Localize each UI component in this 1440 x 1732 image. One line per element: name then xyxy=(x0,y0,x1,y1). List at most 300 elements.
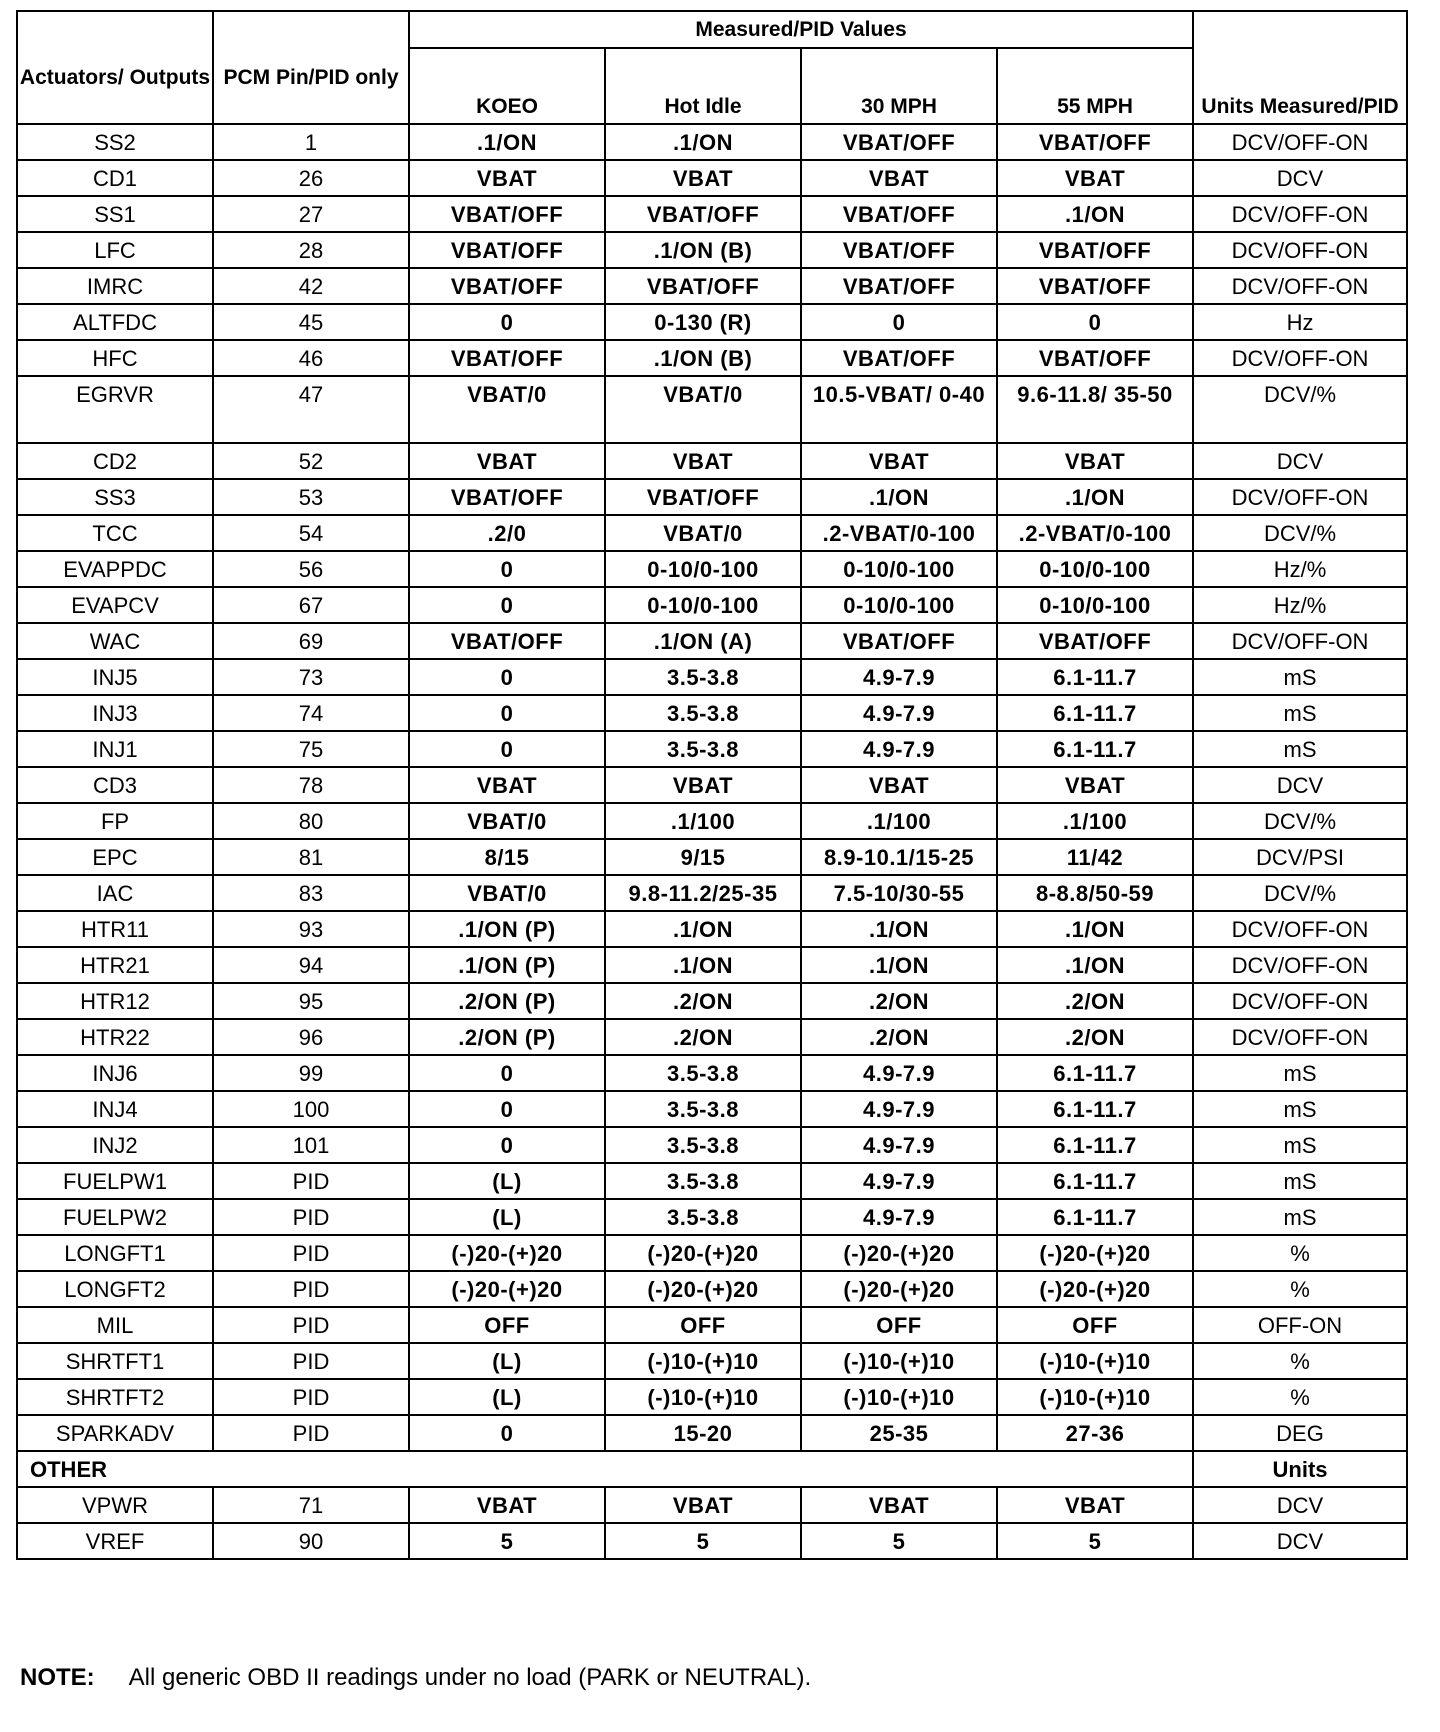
koeo-value: (L) xyxy=(409,1343,605,1379)
mph30-value: VBAT/OFF xyxy=(801,232,997,268)
mph30-value: 8.9-10.1/15-25 xyxy=(801,839,997,875)
table-row xyxy=(17,124,1407,160)
hot-idle-value: (-)10-(+)10 xyxy=(605,1343,801,1379)
mph55-value: VBAT xyxy=(997,1487,1193,1523)
mph55-value: 6.1-11.7 xyxy=(997,1127,1193,1163)
units-value: % xyxy=(1193,1235,1407,1271)
koeo-value: 5 xyxy=(409,1523,605,1559)
header-units: Units Measured/PID xyxy=(1193,11,1407,124)
output-name: MIL xyxy=(17,1307,213,1343)
hot-idle-value: 0-10/0-100 xyxy=(605,587,801,623)
units-value: DCV/OFF-ON xyxy=(1193,947,1407,983)
table-row xyxy=(17,1487,1407,1523)
pcm-pin: 69 xyxy=(213,623,409,659)
note-text: All generic OBD II readings under no load (PARK or NEUTRAL). xyxy=(128,1664,812,1691)
units-value: DCV/OFF-ON xyxy=(1193,268,1407,304)
hot-idle-value: VBAT/OFF xyxy=(605,268,801,304)
pcm-pin: 52 xyxy=(213,443,409,479)
mph30-value: VBAT/OFF xyxy=(801,268,997,304)
table-row xyxy=(17,623,1407,659)
pcm-pin: PID xyxy=(213,1163,409,1199)
hot-idle-value: VBAT/OFF xyxy=(605,196,801,232)
units-value: Hz/% xyxy=(1193,587,1407,623)
pcm-pin: 53 xyxy=(213,479,409,515)
output-name: FUELPW1 xyxy=(17,1163,213,1199)
output-name: SPARKADV xyxy=(17,1415,213,1451)
units-value: DCV/% xyxy=(1193,515,1407,551)
output-name: HTR22 xyxy=(17,1019,213,1055)
header-actuators: Actuators/ Outputs xyxy=(17,11,213,124)
koeo-value: VBAT xyxy=(409,443,605,479)
mph30-value: VBAT xyxy=(801,160,997,196)
koeo-value: VBAT/0 xyxy=(409,875,605,911)
pcm-pin: 28 xyxy=(213,232,409,268)
table-row xyxy=(17,1523,1407,1559)
mph30-value: 4.9-7.9 xyxy=(801,731,997,767)
mph30-value: 4.9-7.9 xyxy=(801,1163,997,1199)
koeo-value: .2/ON (P) xyxy=(409,983,605,1019)
mph30-value: 4.9-7.9 xyxy=(801,1091,997,1127)
hot-idle-value: .2/ON xyxy=(605,983,801,1019)
hot-idle-value: VBAT/0 xyxy=(605,376,801,443)
koeo-value: 8/15 xyxy=(409,839,605,875)
koeo-value: 0 xyxy=(409,695,605,731)
table-row xyxy=(17,1343,1407,1379)
table-row xyxy=(17,1415,1407,1451)
hot-idle-value: 3.5-3.8 xyxy=(605,659,801,695)
units-value: mS xyxy=(1193,659,1407,695)
hot-idle-value: 9.8-11.2/25-35 xyxy=(605,875,801,911)
mph55-value: 6.1-11.7 xyxy=(997,1199,1193,1235)
mph55-value: VBAT/OFF xyxy=(997,623,1193,659)
hot-idle-value: .1/ON (A) xyxy=(605,623,801,659)
units-value: DCV xyxy=(1193,160,1407,196)
hot-idle-value: .1/ON (B) xyxy=(605,340,801,376)
mph55-value: .2/ON xyxy=(997,983,1193,1019)
hot-idle-value: 3.5-3.8 xyxy=(605,1091,801,1127)
mph30-value: .1/ON xyxy=(801,947,997,983)
mph55-value: .2-VBAT/0-100 xyxy=(997,515,1193,551)
output-name: CD2 xyxy=(17,443,213,479)
units-value: mS xyxy=(1193,1091,1407,1127)
other-section xyxy=(17,1451,1407,1487)
mph30-value: VBAT xyxy=(801,1487,997,1523)
hot-idle-value: VBAT xyxy=(605,1487,801,1523)
koeo-value: 0 xyxy=(409,731,605,767)
pcm-pin: PID xyxy=(213,1199,409,1235)
units-value: DCV/% xyxy=(1193,875,1407,911)
pcm-pin: 46 xyxy=(213,340,409,376)
hot-idle-value: .2/ON xyxy=(605,1019,801,1055)
hot-idle-value: 3.5-3.8 xyxy=(605,695,801,731)
mph30-value: VBAT xyxy=(801,443,997,479)
mph30-value: VBAT/OFF xyxy=(801,196,997,232)
koeo-value: VBAT xyxy=(409,767,605,803)
mph55-value: (-)20-(+)20 xyxy=(997,1235,1193,1271)
units-value: mS xyxy=(1193,1127,1407,1163)
table-row xyxy=(17,232,1407,268)
koeo-value: VBAT/OFF xyxy=(409,340,605,376)
hot-idle-value: 0-10/0-100 xyxy=(605,551,801,587)
koeo-value: (L) xyxy=(409,1163,605,1199)
koeo-value: .1/ON xyxy=(409,124,605,160)
mph30-value: 0-10/0-100 xyxy=(801,587,997,623)
pcm-pin: PID xyxy=(213,1307,409,1343)
pcm-pin: 56 xyxy=(213,551,409,587)
output-name: WAC xyxy=(17,623,213,659)
hot-idle-value: 3.5-3.8 xyxy=(605,1163,801,1199)
pcm-pin: 95 xyxy=(213,983,409,1019)
table-row xyxy=(17,1127,1407,1163)
koeo-value: 0 xyxy=(409,1415,605,1451)
mph55-value: .1/ON xyxy=(997,947,1193,983)
output-name: HTR21 xyxy=(17,947,213,983)
hot-idle-value: 3.5-3.8 xyxy=(605,1055,801,1091)
mph55-value: .1/ON xyxy=(997,479,1193,515)
pcm-pin: 1 xyxy=(213,124,409,160)
hot-idle-value: OFF xyxy=(605,1307,801,1343)
koeo-value: 0 xyxy=(409,587,605,623)
units-value: % xyxy=(1193,1379,1407,1415)
pcm-pin: 100 xyxy=(213,1091,409,1127)
hot-idle-value: .1/ON xyxy=(605,911,801,947)
pcm-pin: PID xyxy=(213,1235,409,1271)
table-row xyxy=(17,1271,1407,1307)
hot-idle-value: 9/15 xyxy=(605,839,801,875)
units-value: DCV xyxy=(1193,1487,1407,1523)
output-name: INJ2 xyxy=(17,1127,213,1163)
units-value: DEG xyxy=(1193,1415,1407,1451)
other-header-row xyxy=(17,1451,1407,1487)
mph55-value: (-)10-(+)10 xyxy=(997,1379,1193,1415)
mph55-value: 9.6-11.8/ 35-50 xyxy=(997,376,1193,443)
mph30-value: 10.5-VBAT/ 0-40 xyxy=(801,376,997,443)
mph55-value: (-)10-(+)10 xyxy=(997,1343,1193,1379)
mph55-value: 11/42 xyxy=(997,839,1193,875)
koeo-value: 0 xyxy=(409,304,605,340)
output-name: FP xyxy=(17,803,213,839)
units-value: DCV/PSI xyxy=(1193,839,1407,875)
mph55-value: 0-10/0-100 xyxy=(997,551,1193,587)
output-name: VPWR xyxy=(17,1487,213,1523)
koeo-value: VBAT/OFF xyxy=(409,232,605,268)
output-name: INJ4 xyxy=(17,1091,213,1127)
mph30-value: 0 xyxy=(801,304,997,340)
header-pcm-pin: PCM Pin/PID only xyxy=(213,11,409,124)
units-value: DCV/% xyxy=(1193,376,1407,443)
units-value: Hz xyxy=(1193,304,1407,340)
hot-idle-value: .1/100 xyxy=(605,803,801,839)
pcm-pin: 78 xyxy=(213,767,409,803)
pcm-pin: 101 xyxy=(213,1127,409,1163)
mph30-value: 4.9-7.9 xyxy=(801,1199,997,1235)
koeo-value: 0 xyxy=(409,1055,605,1091)
hot-idle-value: (-)20-(+)20 xyxy=(605,1235,801,1271)
output-name: HTR12 xyxy=(17,983,213,1019)
mph55-value: VBAT/OFF xyxy=(997,340,1193,376)
units-value: DCV/OFF-ON xyxy=(1193,911,1407,947)
table-row xyxy=(17,1199,1407,1235)
table-row xyxy=(17,1091,1407,1127)
table-row xyxy=(17,515,1407,551)
mph30-value: .1/ON xyxy=(801,479,997,515)
koeo-value: VBAT/0 xyxy=(409,376,605,443)
mph55-value: 6.1-11.7 xyxy=(997,1163,1193,1199)
table-row xyxy=(17,1379,1407,1415)
pcm-pin: 54 xyxy=(213,515,409,551)
output-name: LFC xyxy=(17,232,213,268)
output-name: INJ5 xyxy=(17,659,213,695)
pcm-pin: 81 xyxy=(213,839,409,875)
hot-idle-value: VBAT xyxy=(605,443,801,479)
pcm-pin: PID xyxy=(213,1379,409,1415)
output-name: EVAPCV xyxy=(17,587,213,623)
koeo-value: 0 xyxy=(409,551,605,587)
mph55-value: 0-10/0-100 xyxy=(997,587,1193,623)
pcm-pin: 93 xyxy=(213,911,409,947)
output-name: SHRTFT1 xyxy=(17,1343,213,1379)
table-row xyxy=(17,1055,1407,1091)
mph30-value: .1/100 xyxy=(801,803,997,839)
mph55-value: 8-8.8/50-59 xyxy=(997,875,1193,911)
pcm-pin: 47 xyxy=(213,376,409,443)
mph55-value: VBAT/OFF xyxy=(997,268,1193,304)
units-value: mS xyxy=(1193,1163,1407,1199)
koeo-value: VBAT xyxy=(409,160,605,196)
mph30-value: VBAT/OFF xyxy=(801,340,997,376)
mph30-value: .2/ON xyxy=(801,1019,997,1055)
koeo-value: .1/ON (P) xyxy=(409,947,605,983)
header-55-mph: 55 MPH xyxy=(997,48,1193,124)
mph30-value: 0-10/0-100 xyxy=(801,551,997,587)
koeo-value: VBAT/OFF xyxy=(409,196,605,232)
mph30-value: 7.5-10/30-55 xyxy=(801,875,997,911)
header-measured-values: Measured/PID Values xyxy=(409,11,1193,48)
units-value: DCV/OFF-ON xyxy=(1193,196,1407,232)
table-row xyxy=(17,551,1407,587)
units-value: DCV/OFF-ON xyxy=(1193,124,1407,160)
table-row xyxy=(17,268,1407,304)
hot-idle-value: .1/ON xyxy=(605,124,801,160)
output-name: CD3 xyxy=(17,767,213,803)
hot-idle-value: .1/ON xyxy=(605,947,801,983)
output-name: VREF xyxy=(17,1523,213,1559)
table-row xyxy=(17,695,1407,731)
hot-idle-value: VBAT xyxy=(605,767,801,803)
units-value: mS xyxy=(1193,731,1407,767)
pcm-pin: 90 xyxy=(213,1523,409,1559)
units-value: mS xyxy=(1193,695,1407,731)
output-name: SS2 xyxy=(17,124,213,160)
units-value: mS xyxy=(1193,1055,1407,1091)
table-row xyxy=(17,839,1407,875)
output-name: HTR11 xyxy=(17,911,213,947)
table-row xyxy=(17,947,1407,983)
table-row xyxy=(17,803,1407,839)
units-value: Hz/% xyxy=(1193,551,1407,587)
table-row xyxy=(17,304,1407,340)
mph55-value: VBAT/OFF xyxy=(997,232,1193,268)
header-30-mph: 30 MPH xyxy=(801,48,997,124)
header-hot-idle: Hot Idle xyxy=(605,48,801,124)
pid-values-sheet xyxy=(16,10,1406,1560)
table-row xyxy=(17,1307,1407,1343)
output-name: INJ6 xyxy=(17,1055,213,1091)
koeo-value: VBAT/OFF xyxy=(409,479,605,515)
output-name: ALTFDC xyxy=(17,304,213,340)
hot-idle-value: VBAT xyxy=(605,160,801,196)
mph30-value: VBAT xyxy=(801,767,997,803)
mph55-value: VBAT xyxy=(997,443,1193,479)
table-row xyxy=(17,587,1407,623)
hot-idle-value: VBAT/0 xyxy=(605,515,801,551)
pcm-pin: 74 xyxy=(213,695,409,731)
output-name: EPC xyxy=(17,839,213,875)
output-name: SS3 xyxy=(17,479,213,515)
table-row xyxy=(17,659,1407,695)
hot-idle-value: VBAT/OFF xyxy=(605,479,801,515)
koeo-value: VBAT xyxy=(409,1487,605,1523)
mph55-value: 27-36 xyxy=(997,1415,1193,1451)
output-name: LONGFT1 xyxy=(17,1235,213,1271)
units-value: DCV/OFF-ON xyxy=(1193,1019,1407,1055)
pcm-pin: PID xyxy=(213,1271,409,1307)
output-name: TCC xyxy=(17,515,213,551)
mph55-value: 6.1-11.7 xyxy=(997,659,1193,695)
output-name: IAC xyxy=(17,875,213,911)
units-value: DCV/OFF-ON xyxy=(1193,232,1407,268)
koeo-value: OFF xyxy=(409,1307,605,1343)
table-row xyxy=(17,196,1407,232)
mph55-value: 6.1-11.7 xyxy=(997,731,1193,767)
koeo-value: 0 xyxy=(409,659,605,695)
units-value: % xyxy=(1193,1343,1407,1379)
pcm-pin: PID xyxy=(213,1415,409,1451)
hot-idle-value: 0-130 (R) xyxy=(605,304,801,340)
output-name: EGRVR xyxy=(17,376,213,443)
mph30-value: 4.9-7.9 xyxy=(801,1055,997,1091)
mph30-value: (-)20-(+)20 xyxy=(801,1271,997,1307)
mph55-value: 5 xyxy=(997,1523,1193,1559)
units-value: DCV xyxy=(1193,443,1407,479)
mph55-value: (-)20-(+)20 xyxy=(997,1271,1193,1307)
table-row xyxy=(17,376,1407,443)
units-value: DCV/% xyxy=(1193,803,1407,839)
koeo-value: (-)20-(+)20 xyxy=(409,1271,605,1307)
mph30-value: .1/ON xyxy=(801,911,997,947)
table-row xyxy=(17,160,1407,196)
mph55-value: .2/ON xyxy=(997,1019,1193,1055)
pcm-pin: 75 xyxy=(213,731,409,767)
mph30-value: VBAT/OFF xyxy=(801,623,997,659)
koeo-value: VBAT/OFF xyxy=(409,268,605,304)
pcm-pin: PID xyxy=(213,1343,409,1379)
mph30-value: .2/ON xyxy=(801,983,997,1019)
output-name: FUELPW2 xyxy=(17,1199,213,1235)
hot-idle-value: (-)10-(+)10 xyxy=(605,1379,801,1415)
mph30-value: (-)10-(+)10 xyxy=(801,1379,997,1415)
header-koeo: KOEO xyxy=(409,48,605,124)
mph30-value: .2-VBAT/0-100 xyxy=(801,515,997,551)
mph55-value: 6.1-11.7 xyxy=(997,1055,1193,1091)
pcm-pin: 42 xyxy=(213,268,409,304)
mph30-value: (-)10-(+)10 xyxy=(801,1343,997,1379)
pcm-pin: 45 xyxy=(213,304,409,340)
mph55-value: .1/ON xyxy=(997,196,1193,232)
hot-idle-value: 3.5-3.8 xyxy=(605,1127,801,1163)
table-row xyxy=(17,479,1407,515)
other-units-header: Units xyxy=(1193,1451,1407,1487)
output-name: LONGFT2 xyxy=(17,1271,213,1307)
mph55-value: .1/ON xyxy=(997,911,1193,947)
koeo-value: .2/0 xyxy=(409,515,605,551)
units-value: DCV/OFF-ON xyxy=(1193,623,1407,659)
hot-idle-value: 15-20 xyxy=(605,1415,801,1451)
pcm-pin: 99 xyxy=(213,1055,409,1091)
mph55-value: 6.1-11.7 xyxy=(997,695,1193,731)
mph55-value: VBAT xyxy=(997,160,1193,196)
hot-idle-value: 3.5-3.8 xyxy=(605,731,801,767)
pcm-pin: 83 xyxy=(213,875,409,911)
output-name: SHRTFT2 xyxy=(17,1379,213,1415)
other-title: OTHER xyxy=(17,1451,1193,1487)
koeo-value: VBAT/OFF xyxy=(409,623,605,659)
hot-idle-value: 5 xyxy=(605,1523,801,1559)
table-row xyxy=(17,443,1407,479)
output-name: INJ3 xyxy=(17,695,213,731)
mph55-value: 6.1-11.7 xyxy=(997,1091,1193,1127)
table-row xyxy=(17,1163,1407,1199)
units-value: % xyxy=(1193,1271,1407,1307)
koeo-value: 0 xyxy=(409,1127,605,1163)
table-row xyxy=(17,875,1407,911)
output-name: IMRC xyxy=(17,268,213,304)
koeo-value: (L) xyxy=(409,1199,605,1235)
units-value: DCV/OFF-ON xyxy=(1193,340,1407,376)
pid-values-table xyxy=(16,10,1408,1560)
table-row xyxy=(17,767,1407,803)
units-value: OFF-ON xyxy=(1193,1307,1407,1343)
mph30-value: 25-35 xyxy=(801,1415,997,1451)
hot-idle-value: .1/ON (B) xyxy=(605,232,801,268)
units-value: DCV/OFF-ON xyxy=(1193,983,1407,1019)
mph30-value: (-)20-(+)20 xyxy=(801,1235,997,1271)
units-value: mS xyxy=(1193,1199,1407,1235)
hot-idle-value: 3.5-3.8 xyxy=(605,1199,801,1235)
mph30-value: 4.9-7.9 xyxy=(801,695,997,731)
output-name: EVAPPDC xyxy=(17,551,213,587)
mph55-value: 0 xyxy=(997,304,1193,340)
mph30-value: 4.9-7.9 xyxy=(801,659,997,695)
pcm-pin: 71 xyxy=(213,1487,409,1523)
mph30-value: 5 xyxy=(801,1523,997,1559)
units-value: DCV xyxy=(1193,1523,1407,1559)
table-row xyxy=(17,1235,1407,1271)
pcm-pin: 94 xyxy=(213,947,409,983)
pcm-pin: 73 xyxy=(213,659,409,695)
hot-idle-value: (-)20-(+)20 xyxy=(605,1271,801,1307)
mph30-value: 4.9-7.9 xyxy=(801,1127,997,1163)
output-name: CD1 xyxy=(17,160,213,196)
table-row xyxy=(17,983,1407,1019)
note-label: NOTE: xyxy=(20,1664,95,1691)
pcm-pin: 26 xyxy=(213,160,409,196)
table-row xyxy=(17,340,1407,376)
other-body xyxy=(17,1487,1407,1559)
units-value: DCV/OFF-ON xyxy=(1193,479,1407,515)
koeo-value: (-)20-(+)20 xyxy=(409,1235,605,1271)
table-row xyxy=(17,911,1407,947)
